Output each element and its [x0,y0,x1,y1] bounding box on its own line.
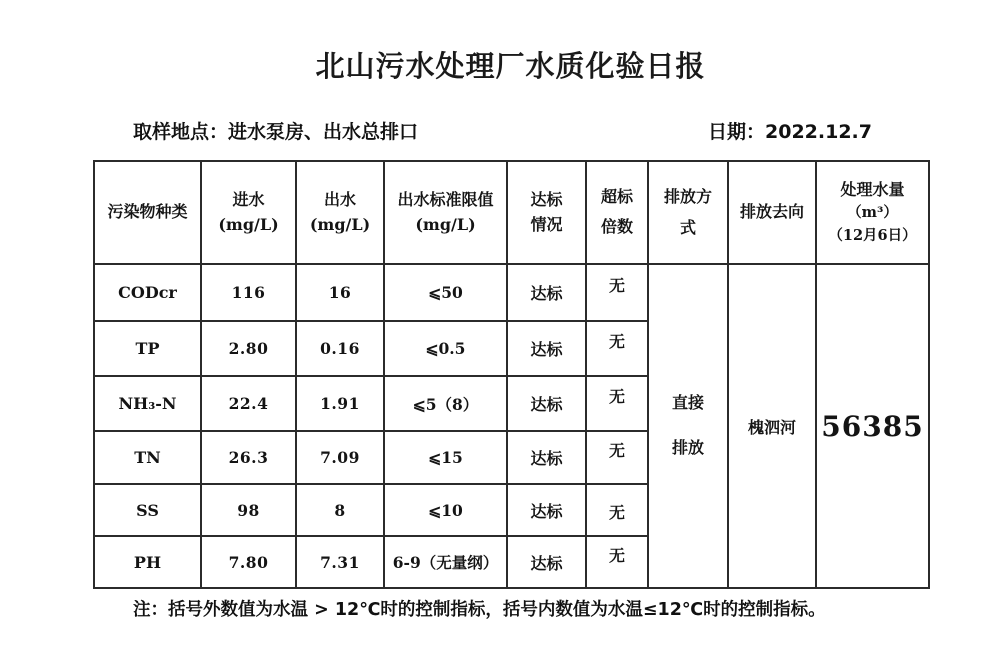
exceed-value: 无 [586,264,648,321]
status-value: 达标 [507,431,586,484]
header-label: 排放去向 [739,202,804,222]
header-label: 进水 [232,189,265,209]
header-treated-volume [816,161,929,264]
header-pollutant-type [94,161,201,264]
limit-value: ⩽50 [384,264,507,321]
pollutant-name: TP [94,321,201,376]
header-label: 污染物种类 [107,202,188,222]
pollutant-name: CODcr [94,264,201,321]
effluent-value: 8 [296,484,384,536]
status-value: 达标 [507,321,586,376]
discharge-method-cell: 直接排放 [648,264,728,588]
report-page [93,0,928,661]
limit-value: ⩽0.5 [384,321,507,376]
water-quality-table [93,160,930,589]
report-date-label: 日期：2022.12.7 [708,121,872,143]
header-compliance-status [507,161,586,264]
header-effluent-limit [384,161,507,264]
influent-value: 7.80 [201,536,296,588]
header-label: 排放方式 [663,187,712,237]
limit-value: ⩽10 [384,484,507,536]
pollutant-name: NH₃-N [94,376,201,431]
limit-value: 6-9（无量纲） [384,536,507,588]
page-title: 北山污水处理厂水质化验日报 [315,49,706,83]
header-label: 出水 [323,189,356,209]
header-influent [201,161,296,264]
limit-value: ⩽5（8） [384,376,507,431]
exceed-value: 无 [586,321,648,376]
pollutant-name: SS [94,484,201,536]
header-discharge-method [648,161,728,264]
status-value: 达标 [507,264,586,321]
table-row-codcr [94,264,929,321]
header-unit: (mg/L) [415,214,476,234]
header-row [94,161,929,264]
status-value: 达标 [507,536,586,588]
influent-value: 22.4 [201,376,296,431]
effluent-value: 7.31 [296,536,384,588]
influent-value: 98 [201,484,296,536]
exceed-value: 无 [586,536,648,588]
effluent-value: 7.09 [296,431,384,484]
effluent-value: 1.91 [296,376,384,431]
header-date-range: （12月6日） [828,226,917,244]
pollutant-name: PH [94,536,201,588]
limit-value: ⩽15 [384,431,507,484]
influent-value: 116 [201,264,296,321]
header-discharge-destination [728,161,816,264]
effluent-value: 0.16 [296,321,384,376]
effluent-value: 16 [296,264,384,321]
discharge-destination-cell: 槐泗河 [728,264,816,588]
header-label: 达标 [530,189,563,209]
footnote: 注：括号外数值为水温 > 12℃时的控制指标，括号内数值为水温≤12℃时的控制指标。 [133,600,826,620]
header-label: 情况 [530,214,563,234]
exceed-value: 无 [586,484,648,536]
header-label: 出水标准限值 [397,189,494,209]
header-label: 处理水量 [840,179,905,199]
exceed-value: 无 [586,376,648,431]
header-effluent [296,161,384,264]
status-value: 达标 [507,376,586,431]
pollutant-name: TN [94,431,201,484]
header-exceed-multiple [586,161,648,264]
header-label-group [587,185,647,240]
influent-value: 26.3 [201,431,296,484]
header-label: 倍数 [600,217,633,236]
meta-row [133,117,872,144]
sample-location-label: 取样地点：进水泵房、出水总排口 [133,121,419,143]
treated-volume-cell: 56385 [816,264,929,588]
header-unit: (mg/L) [309,214,371,234]
header-unit: （m³） [847,204,898,222]
status-value: 达标 [507,484,586,536]
exceed-value: 无 [586,431,648,484]
influent-value: 2.80 [201,321,296,376]
header-label: 超标 [600,187,633,207]
header-unit: (mg/L) [218,214,279,234]
